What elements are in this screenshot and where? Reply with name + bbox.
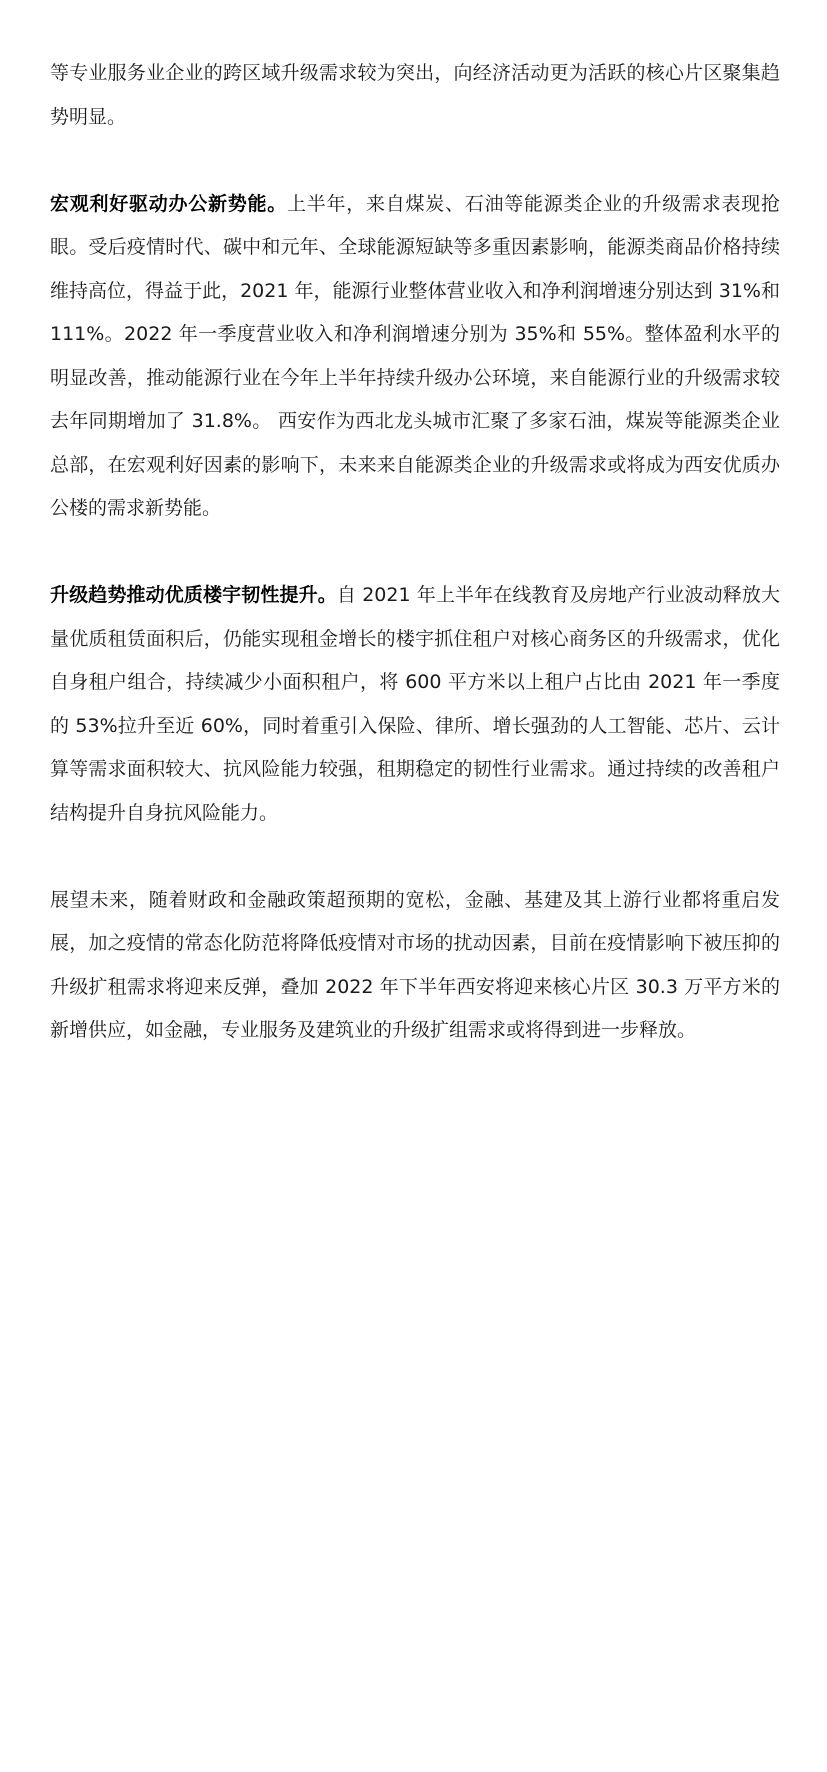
paragraph-heading: 宏观利好驱动办公新势能。 bbox=[50, 192, 287, 215]
paragraph-text: 展望未来，随着财政和金融政策超预期的宽松，金融、基建及其上游行业都将重启发展，加之疫情的常态化防范将降低疫情对市场的扰动因素，目前在疫情影响下被压抑的升级扩租需求将迎来反弹，叠加 2022 年下半年西安将迎来核心片区 30.3 万平方米的新增供应，如金融，专业服务及建筑业的升级扩组需求或将得到进一步释放。 bbox=[50, 888, 780, 1041]
paragraph-building-resilience bbox=[50, 574, 780, 835]
paragraph-text: 等专业服务业企业的跨区域升级需求较为突出，向经济活动更为活跃的核心片区聚集趋势明显。 bbox=[50, 62, 780, 128]
paragraph-heading: 升级趋势推动优质楼宇韧性提升。 bbox=[50, 584, 337, 606]
paragraph-text: 上半年，来自煤炭、石油等能源类企业的升级需求表现抢眼。受后疫情时代、碳中和元年、全球能源短缺等多重因素影响，能源类商品价格持续维持高位，得益于此，2021 年，能源行业整体营业收入和净利润增速分别达到 31%和 111%。2022 年一季度营业收入和净利润增速分别为 35%和 55%。整体盈利水平的明显改善，推动能源行业在今年上半年持续升级办公环境，来自能源行业的升级需求较去年同期增加了 31.8%。 西安作为西北龙头城市汇聚了多家石油，煤炭等能源类企业总部，在宏观利好因素的影响下，未来来自能源类企业的升级需求或将成为西安优质办公楼的需求新势能。 bbox=[50, 192, 780, 519]
paragraph-outlook bbox=[50, 879, 780, 1053]
paragraph-energy-demand bbox=[50, 183, 780, 531]
paragraph-text: 自 2021 年上半年在线教育及房地产行业波动释放大量优质租赁面积后，仍能实现租金增长的楼宇抓住租户对核心商务区的升级需求，优化自身租户组合，持续减少小面积租户，将 600 平方米以上租户占比由 2021 年一季度的 53%拉升至近 60%，同时着重引入保险、律所、增长强劲的人工智能、芯片、云计算等需求面积较大、抗风险能力较强，租期稳定的韧性行业需求。通过持续的改善租户结构提升自身抗风险能力。 bbox=[50, 584, 780, 824]
article-body bbox=[50, 52, 780, 1096]
paragraph-professional-services bbox=[50, 52, 780, 139]
